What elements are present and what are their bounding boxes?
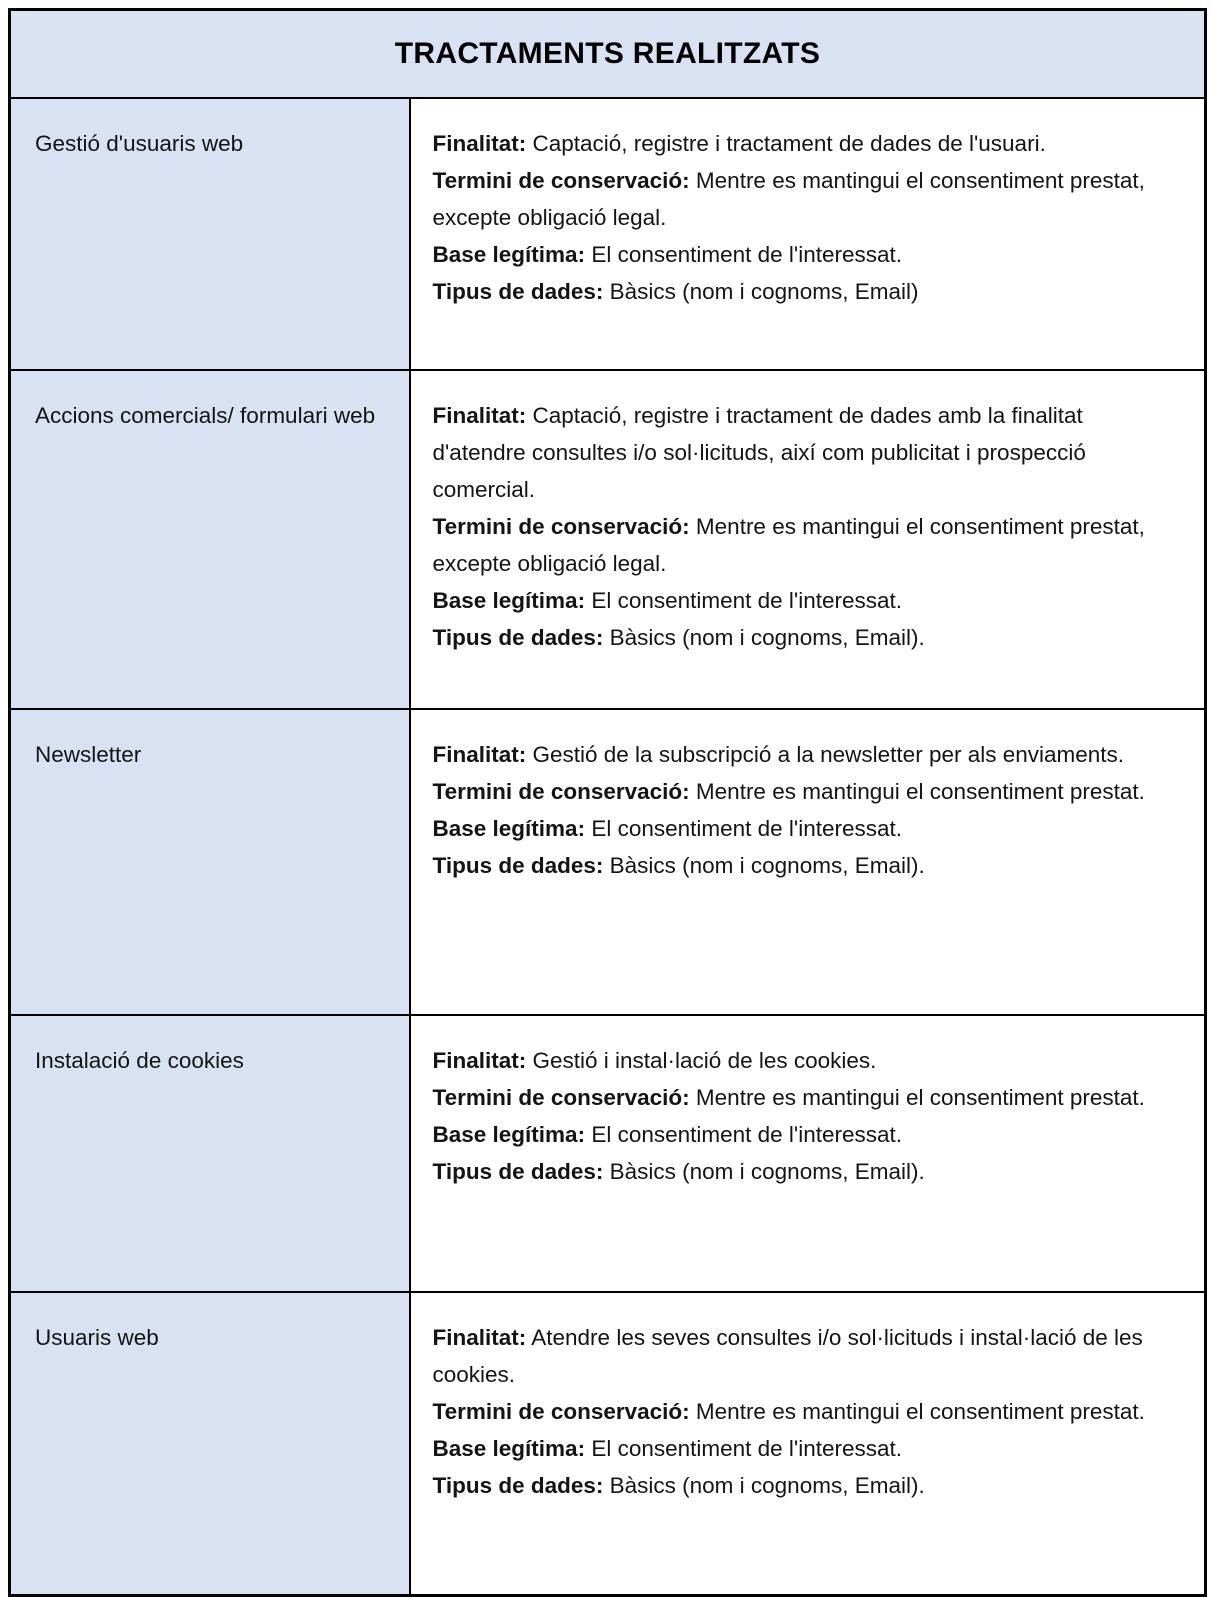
detail-text: Bàsics (nom i cognoms, Email). (603, 1159, 925, 1184)
table-title: TRACTAMENTS REALITZATS (10, 10, 1206, 99)
treatment-details-cell (410, 709, 1206, 1015)
detail-line-tipus (433, 1467, 1181, 1504)
detail-label: Base legítima: (432, 1122, 586, 1147)
detail-text: Bàsics (nom i cognoms, Email). (603, 1473, 925, 1498)
detail-text: El consentiment de l'interessat. (585, 816, 903, 841)
detail-line-termini (433, 508, 1181, 582)
detail-line-tipus (433, 619, 1181, 656)
detail-text: El consentiment de l'interessat. (585, 588, 903, 613)
detail-label: Tipus de dades: (432, 1473, 604, 1498)
detail-line-termini (433, 1393, 1181, 1430)
detail-line-tipus (433, 273, 1181, 310)
detail-line-base (433, 810, 1181, 847)
detail-label: Finalitat: (432, 1325, 527, 1350)
detail-label: Finalitat: (432, 742, 527, 767)
detail-label: Termini de conservació: (432, 1085, 690, 1110)
detail-line-finalitat (433, 1042, 1181, 1079)
table-row-newsletter (10, 709, 1206, 1015)
detail-label: Tipus de dades: (432, 625, 604, 650)
treatment-name-cell: Usuaris web (10, 1292, 410, 1596)
detail-text: Mentre es mantingui el consentiment prestat. (689, 1085, 1145, 1110)
detail-label: Termini de conservació: (432, 1399, 690, 1424)
detail-text: Bàsics (nom i cognoms, Email). (603, 625, 925, 650)
table-row-gestio-usuaris-web (10, 98, 1206, 370)
detail-label: Base legítima: (432, 588, 586, 613)
detail-label: Base legítima: (432, 816, 586, 841)
detail-label: Finalitat: (432, 403, 527, 428)
detail-line-base (433, 236, 1181, 273)
table-row-usuaris-web (10, 1292, 1206, 1596)
detail-text: Mentre es mantingui el consentiment prestat, excepte obligació legal. (432, 168, 1145, 230)
detail-label: Base legítima: (432, 1436, 586, 1461)
treatment-details-cell (410, 1015, 1206, 1292)
detail-label: Tipus de dades: (432, 279, 604, 304)
treatment-name-cell: Instalació de cookies (10, 1015, 410, 1292)
detail-line-finalitat (433, 1319, 1181, 1393)
detail-line-finalitat (433, 397, 1181, 508)
detail-text: Mentre es mantingui el consentiment prestat, excepte obligació legal. (432, 514, 1145, 576)
detail-label: Termini de conservació: (432, 779, 690, 804)
detail-label: Finalitat: (432, 131, 527, 156)
table-row-instalacio-cookies (10, 1015, 1206, 1292)
detail-line-base (433, 1116, 1181, 1153)
detail-label: Termini de conservació: (432, 514, 690, 539)
detail-text: Gestió i instal·lació de les cookies. (526, 1048, 877, 1073)
treatment-name-cell: Newsletter (10, 709, 410, 1015)
detail-text: Captació, registre i tractament de dades de l'usuari. (526, 131, 1046, 156)
detail-text: Mentre es mantingui el consentiment prestat. (689, 779, 1145, 804)
detail-text: El consentiment de l'interessat. (585, 242, 903, 267)
treatment-name-cell: Gestió d'usuaris web (10, 98, 410, 370)
detail-line-finalitat (433, 125, 1181, 162)
detail-text: Bàsics (nom i cognoms, Email). (603, 853, 925, 878)
table-row-accions-comercials (10, 370, 1206, 709)
detail-text: Atendre les seves consultes i/o sol·licituds i instal·lació de les cookies. (432, 1325, 1143, 1387)
detail-line-termini (433, 1079, 1181, 1116)
treatment-details-cell (410, 1292, 1206, 1596)
detail-text: El consentiment de l'interessat. (585, 1436, 903, 1461)
detail-line-base (433, 1430, 1181, 1467)
tractaments-table (8, 8, 1207, 1597)
table-header-row (10, 10, 1206, 99)
treatment-name-cell: Accions comercials/ formulari web (10, 370, 410, 709)
detail-label: Finalitat: (432, 1048, 527, 1073)
detail-label: Base legítima: (432, 242, 586, 267)
detail-label: Termini de conservació: (432, 168, 690, 193)
detail-line-tipus (433, 847, 1181, 884)
detail-line-termini (433, 162, 1181, 236)
detail-text: Mentre es mantingui el consentiment prestat. (689, 1399, 1145, 1424)
detail-label: Tipus de dades: (432, 1159, 604, 1184)
detail-text: Captació, registre i tractament de dades amb la finalitat d'atendre consultes i/o sol·licituds, així com publicitat i prospecció comercial. (432, 403, 1086, 502)
detail-text: El consentiment de l'interessat. (585, 1122, 903, 1147)
detail-label: Tipus de dades: (432, 853, 604, 878)
treatment-details-cell (410, 98, 1206, 370)
detail-text: Gestió de la subscripció a la newsletter per als enviaments. (526, 742, 1125, 767)
detail-line-tipus (433, 1153, 1181, 1190)
detail-line-finalitat (433, 736, 1181, 773)
detail-line-termini (433, 773, 1181, 810)
detail-text: Bàsics (nom i cognoms, Email) (603, 279, 919, 304)
detail-line-base (433, 582, 1181, 619)
treatment-details-cell (410, 370, 1206, 709)
